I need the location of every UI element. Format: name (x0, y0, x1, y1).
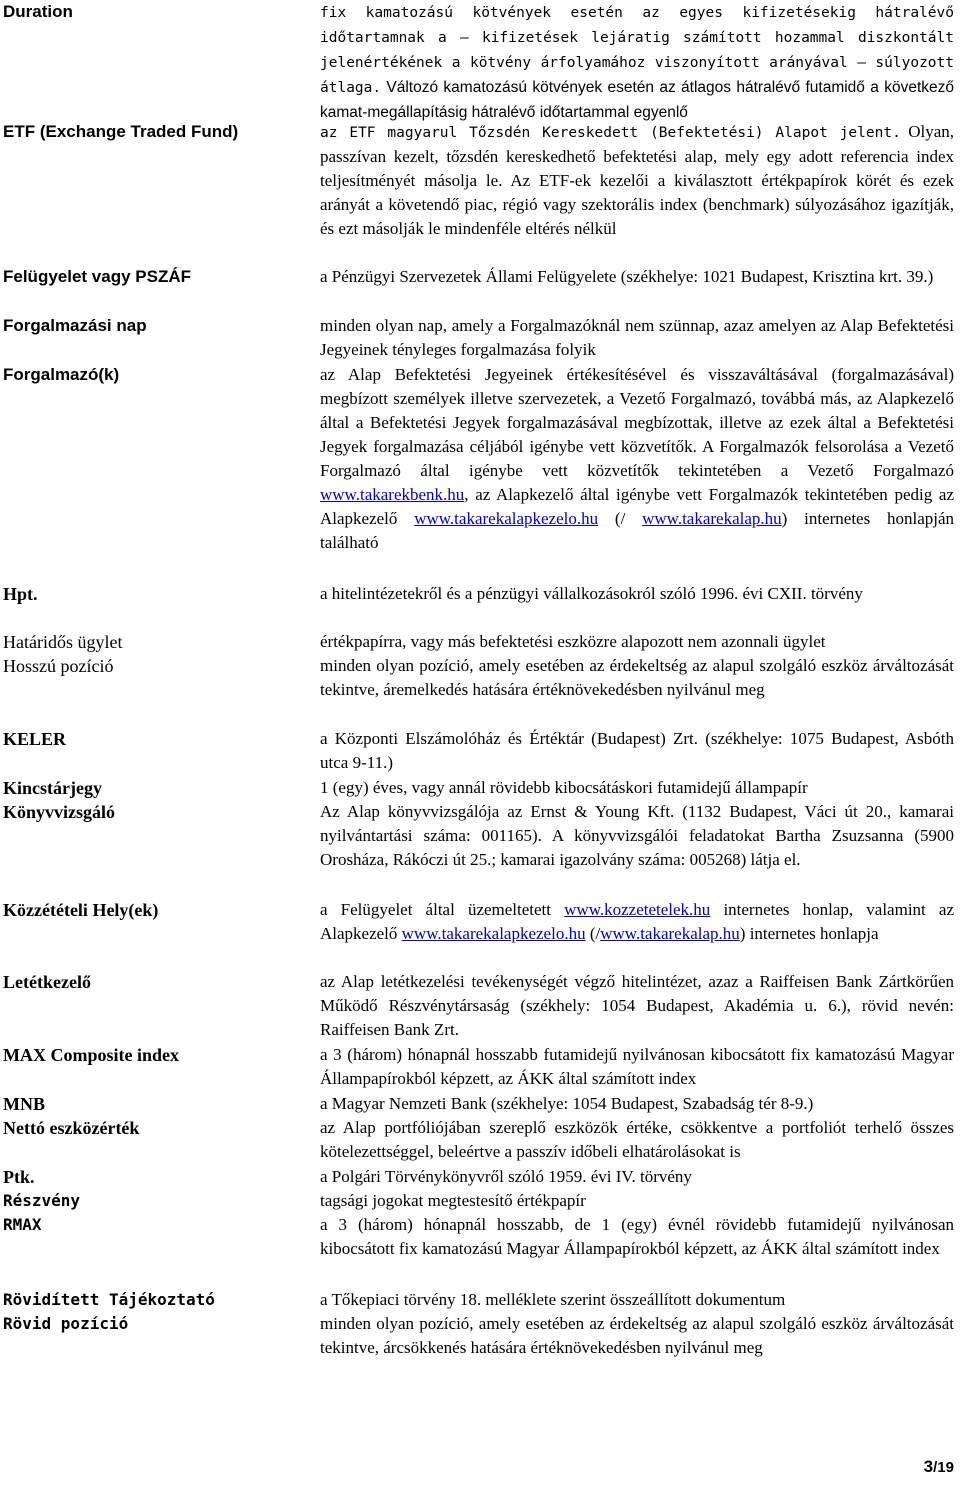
takarekbenk-link[interactable]: www.takarekbenk.hu (320, 485, 465, 504)
takarekalap-link[interactable]: www.takarekalap.hu (642, 509, 782, 528)
definition-forgalmazok-text-b: , az Alapkezelő által igénybe vett Forgalmazók tekintetében pedig az Alapkezelő (320, 485, 954, 528)
definition-felugyelet: a Pénzügyi Szervezetek Állami Felügyelete (székhelye: 1021 Budapest, Krisztina krt. 39.) (320, 267, 934, 286)
term-felugyelet: Felügyelet vagy PSZÁF (3, 267, 191, 286)
definition-kozzeteteli-helyek (320, 898, 954, 946)
takarekalapkezelo-link-2[interactable]: www.takarekalapkezelo.hu (401, 924, 586, 943)
term-keler: KELER (3, 729, 67, 749)
definition-reszveny: tagsági jogokat megtestesítő értékpapír (320, 1191, 586, 1210)
definition-etf-part2: Olyan, passzívan kezelt, tőzsdén kereskedhető befektetési alap, mely egy adott referencia index teljesítményét másolja le. Az ETF-ek kezelői a kiválasztott értékpapírok körét és ezek arányát a követendő piac, régió vagy szektorális index (benchmark) súlyozásához igazítják, és ezt másolják le mindenféle eltérés nélkül (320, 122, 954, 238)
definition-duration-part1: fix kamatozású kötvények esetén az egyes kifizetésekig hátralévő időtartamnak a – kifizetések lejáratig számított hozammal diszkontált jelenértékének a kötvény árfolyamához viszonyított arányával – súlyozott átlaga. (320, 5, 954, 96)
page-number-total: /19 (933, 1459, 954, 1476)
kozzetetelek-link[interactable]: www.kozzetetelek.hu (564, 900, 711, 919)
term-forgalmazok: Forgalmazó(k) (3, 365, 120, 384)
definition-kozzeteteli-text-c: (/ (589, 924, 601, 943)
definition-mnb: a Magyar Nemzeti Bank (székhelye: 1054 Budapest, Szabadság tér 8-9.) (320, 1094, 814, 1113)
term-forgalmazasi-nap: Forgalmazási nap (3, 316, 147, 335)
definition-kincstarjegy: 1 (egy) éves, vagy annál rövidebb kibocsátáskori futamidejű állampapír (320, 778, 808, 797)
definition-hataridos-ugylet: értékpapírra, vagy más befektetési eszközre alapozott nem azonnali ügylet (320, 632, 826, 651)
term-netto-eszkozertek: Nettó eszközérték (3, 1118, 140, 1138)
definition-letetkezelo: az Alap letétkezelési tevékenységét végző hitelintézet, azaz a Raiffeisen Bank Zártkörűen Működő Részvénytársaság (székhely: 1054 Budapest, Akadémia u. 6.), rövid nevén: Raiffeisen Bank Zrt. (320, 972, 954, 1039)
term-konyvvizsgalo: Könyvvizsgáló (3, 802, 116, 822)
term-rmax: RMAX (3, 1215, 42, 1234)
term-hosszu-pozicio: Hosszú pozíció (3, 656, 114, 676)
definition-duration (320, 0, 954, 125)
definition-hosszu-pozicio: minden olyan pozíció, amely esetében az érdekeltség az alapul szolgáló eszköz árváltozását tekintve, áremelkedés hatására értéknövekedésben nyilvánul meg (320, 656, 954, 699)
definition-kozzeteteli-text-b: internetes honlap, valamint az Alapkezelő (320, 900, 954, 943)
definition-rovid-pozicio: minden olyan pozíció, amely esetében az érdekeltség az alapul szolgáló eszköz árváltozását tekintve, árcsökkenés hatására értéknövekedésben nyilvánul meg (320, 1314, 954, 1357)
definition-forgalmazok-text-d: ) internetes honlapján található (320, 509, 955, 552)
takarekalapkezelo-link[interactable]: www.takarekalapkezelo.hu (414, 509, 599, 528)
definition-etf-part1: az ETF magyarul Tőzsdén Kereskedett (Befektetési) Alapot jelent. (320, 125, 901, 141)
term-max-composite: MAX Composite index (3, 1045, 179, 1065)
definition-netto-eszkozertek: az Alap portfóliójában szereplő eszközök értéke, csökkentve a portfoliót terhelő összes kötelezettséggel, beleértve a passzív időbeli elhatárolásokat is (320, 1118, 954, 1161)
term-kozzeteteli-helyek: Közzétételi Hely(ek) (3, 900, 159, 920)
term-rovidített-tajekoztato: Rövidített Tájékoztató (3, 1290, 215, 1309)
definition-duration-part2: Változó kamatozású kötvények esetén az átlagos hátralévő futamidő a következő kamat-megállapításig hátralévő időtartammal egyenlő (320, 79, 954, 121)
term-duration: Duration (3, 2, 73, 21)
definition-keler: a Központi Elszámolóház és Értéktár (Budapest) Zrt. (székhelye: 1075 Budapest, Asbóth utca 9-11.) (320, 729, 954, 772)
term-kincstarjegy: Kincstárjegy (3, 778, 102, 798)
takarekalap-link-2[interactable]: www.takarekalap.hu (600, 924, 740, 943)
term-ptk: Ptk. (3, 1167, 35, 1187)
definition-forgalmazok-text-a: az Alap Befektetési Jegyeinek értékesítésével és visszaváltásával (forgalmazásával) megbízott személyek illetve szervezetek, a Vezető Forgalmazó, továbbá más, az Alapkezelő által a Befektetési Jegyek forgalmazásával megbízottak, illetve az ezek által a Befektetési Jegyek forgalmazása céljából igénybe vett közvetítők. A Forgalmazók felsorolása a Vezető Forgalmazó által igénybe vett közvetítők tekintetében a Vezető Forgalmazó (320, 365, 954, 480)
page-number-current: 3 (923, 1457, 934, 1476)
page-number (924, 1456, 954, 1479)
definition-hpt: a hitelintézetekről és a pénzügyi vállalkozásokról szóló 1996. évi CXII. törvény (320, 584, 863, 603)
definition-forgalmazok (320, 363, 954, 555)
term-hataridos-ugylet: Határidős ügylet (3, 632, 123, 652)
definition-ptk: a Polgári Törvénykönyvről szóló 1959. évi IV. törvény (320, 1167, 692, 1186)
definition-etf (320, 120, 954, 241)
term-letetkezelo: Letétkezelő (3, 972, 91, 992)
definition-max-composite: a 3 (három) hónapnál hosszabb futamidejű nyilvánosan kibocsátott fix kamatozású Magyar Állampapírokból képzett, az ÁKK által számított index (320, 1045, 954, 1088)
definition-kozzeteteli-text-d: ) internetes honlapja (739, 924, 879, 943)
term-rovid-pozicio: Rövid pozíció (3, 1314, 129, 1333)
definition-rmax: a 3 (három) hónapnál hosszabb, de 1 (egy) évnél rövidebb futamidejű nyilvánosan kibocsátott fix kamatozású Magyar Állampapírokból képzett, az ÁKK által számított index (320, 1215, 954, 1258)
definition-forgalmazok-text-c: (/ (614, 509, 626, 528)
definition-rovidített-tajekoztato: a Tőkepiaci törvény 18. melléklete szerint összeállított dokumentum (320, 1290, 786, 1309)
definition-forgalmazasi-nap: minden olyan nap, amely a Forgalmazóknál nem szünnap, azaz amelyen az Alap Befektetési Jegyeinek tényleges forgalmazása folyik (320, 316, 954, 359)
term-etf: ETF (Exchange Traded Fund) (3, 122, 239, 141)
term-hpt: Hpt. (3, 584, 38, 604)
definition-konyvvizsgalo: Az Alap könyvvizsgálója az Ernst & Young Kft. (1132 Budapest, Váci út 20., kamarai nyilvántartási száma: 001165). A könyvvizsgálói feladatokat Bartha Zsuzsanna (5900 Orosháza, Rákóczi út 25.; kamarai igazolvány száma: 005268) látja el. (320, 802, 954, 869)
definition-kozzeteteli-text-a: a Felügyelet által üzemeltetett (320, 900, 552, 919)
term-reszveny: Részvény (3, 1191, 81, 1210)
term-mnb: MNB (3, 1094, 45, 1114)
